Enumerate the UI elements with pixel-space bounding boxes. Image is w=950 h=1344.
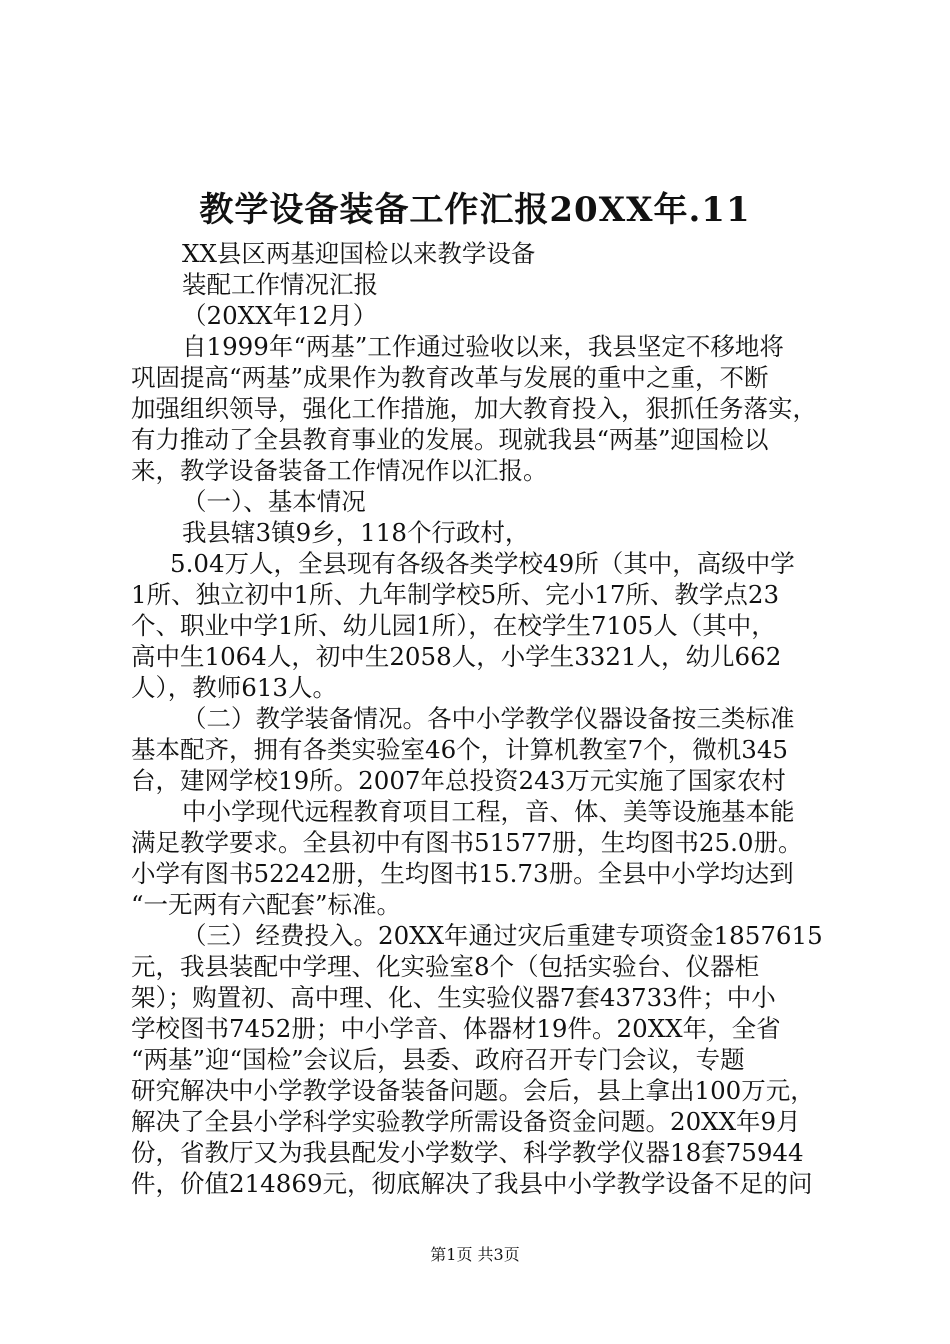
body-line: 台，建网学校19所。2007年总投资243万元实施了国家农村 [131, 766, 786, 795]
body-line: 巩固提高“两基”成果作为教育改革与发展的重中之重，不断 [131, 363, 769, 392]
body-line: 学校图书7452册；中小学音、体器材19件。20XX年，全省 [131, 1014, 781, 1043]
report-date: （20XX年12月） [182, 301, 378, 330]
body-line: 个、职业中学1所、幼儿园1所），在校学生7105人（其中， [131, 611, 776, 640]
body-line: 加强组织领导，强化工作措施，加大教育投入，狠抓任务落实， [131, 394, 817, 423]
body-line: 1所、独立初中1所、九年制学校5所、完小17所、教学点23 [131, 580, 780, 609]
body-line: 件，价值214869元，彻底解决了我县中小学教学设备不足的问 [131, 1169, 813, 1198]
body-line: 基本配齐，拥有各类实验室46个，计算机教室7个，微机345 [131, 735, 789, 764]
body-line: 架）；购置初、高中理、化、生实验仪器7套43733件；中小 [131, 983, 776, 1012]
body-line: 自1999年“两基”工作通过验收以来，我县坚定不移地将 [182, 332, 784, 361]
document-title: 教学设备装备工作汇报20XX年.11 [199, 190, 751, 230]
body-line: 来，教学设备装备工作情况作以汇报。 [131, 456, 548, 485]
body-line: 高中生1064人，初中生2058人，小学生3321人，幼儿662 [131, 642, 782, 671]
body-line: 小学有图书52242册，生均图书15.73册。全县中小学均达到 [131, 859, 794, 888]
section-heading-1: （一）、基本情况 [182, 487, 366, 516]
subtitle-line-2: 装配工作情况汇报 [182, 270, 378, 299]
body-line: 满足教学要求。全县初中有图书51577册，生均图书25.0册。 [131, 828, 803, 857]
body-line: 份，省教厅又为我县配发小学数学、科学教学仪器18套75944 [131, 1138, 804, 1167]
body-line: 元，我县装配中学理、化实验室8个（包括实验台、仪器柜 [131, 952, 760, 981]
subtitle-line-1: XX县区两基迎国检以来教学设备 [182, 239, 536, 268]
body-line: 中小学现代远程教育项目工程，音、体、美等设施基本能 [182, 797, 795, 826]
body-line: 解决了全县小学科学实验教学所需设备资金问题。20XX年9月 [131, 1107, 801, 1136]
section-heading-2: （二）教学装备情况。各中小学教学仪器设备按三类标准 [182, 704, 795, 733]
body-line: 人），教师613人。 [131, 673, 338, 702]
body-line: “一无两有六配套”标准。 [131, 890, 402, 919]
body-line: 有力推动了全县教育事业的发展。现就我县“两基”迎国检以 [131, 425, 769, 454]
body-line: 研究解决中小学教学设备装备问题。会后，县上拿出100万元， [131, 1076, 815, 1105]
section-heading-3: （三）经费投入。20XX年通过灾后重建专项资金1857615 [182, 921, 823, 950]
body-line: 5.04万人，全县现有各级各类学校49所（其中，高级中学 [170, 549, 795, 578]
page-footer: 第1页 共3页 [430, 1245, 520, 1264]
body-line: 我县辖3镇9乡，118个行政村， [182, 518, 530, 547]
body-line: “两基”迎“国检”会议后，县委、政府召开专门会议，专题 [131, 1045, 745, 1074]
